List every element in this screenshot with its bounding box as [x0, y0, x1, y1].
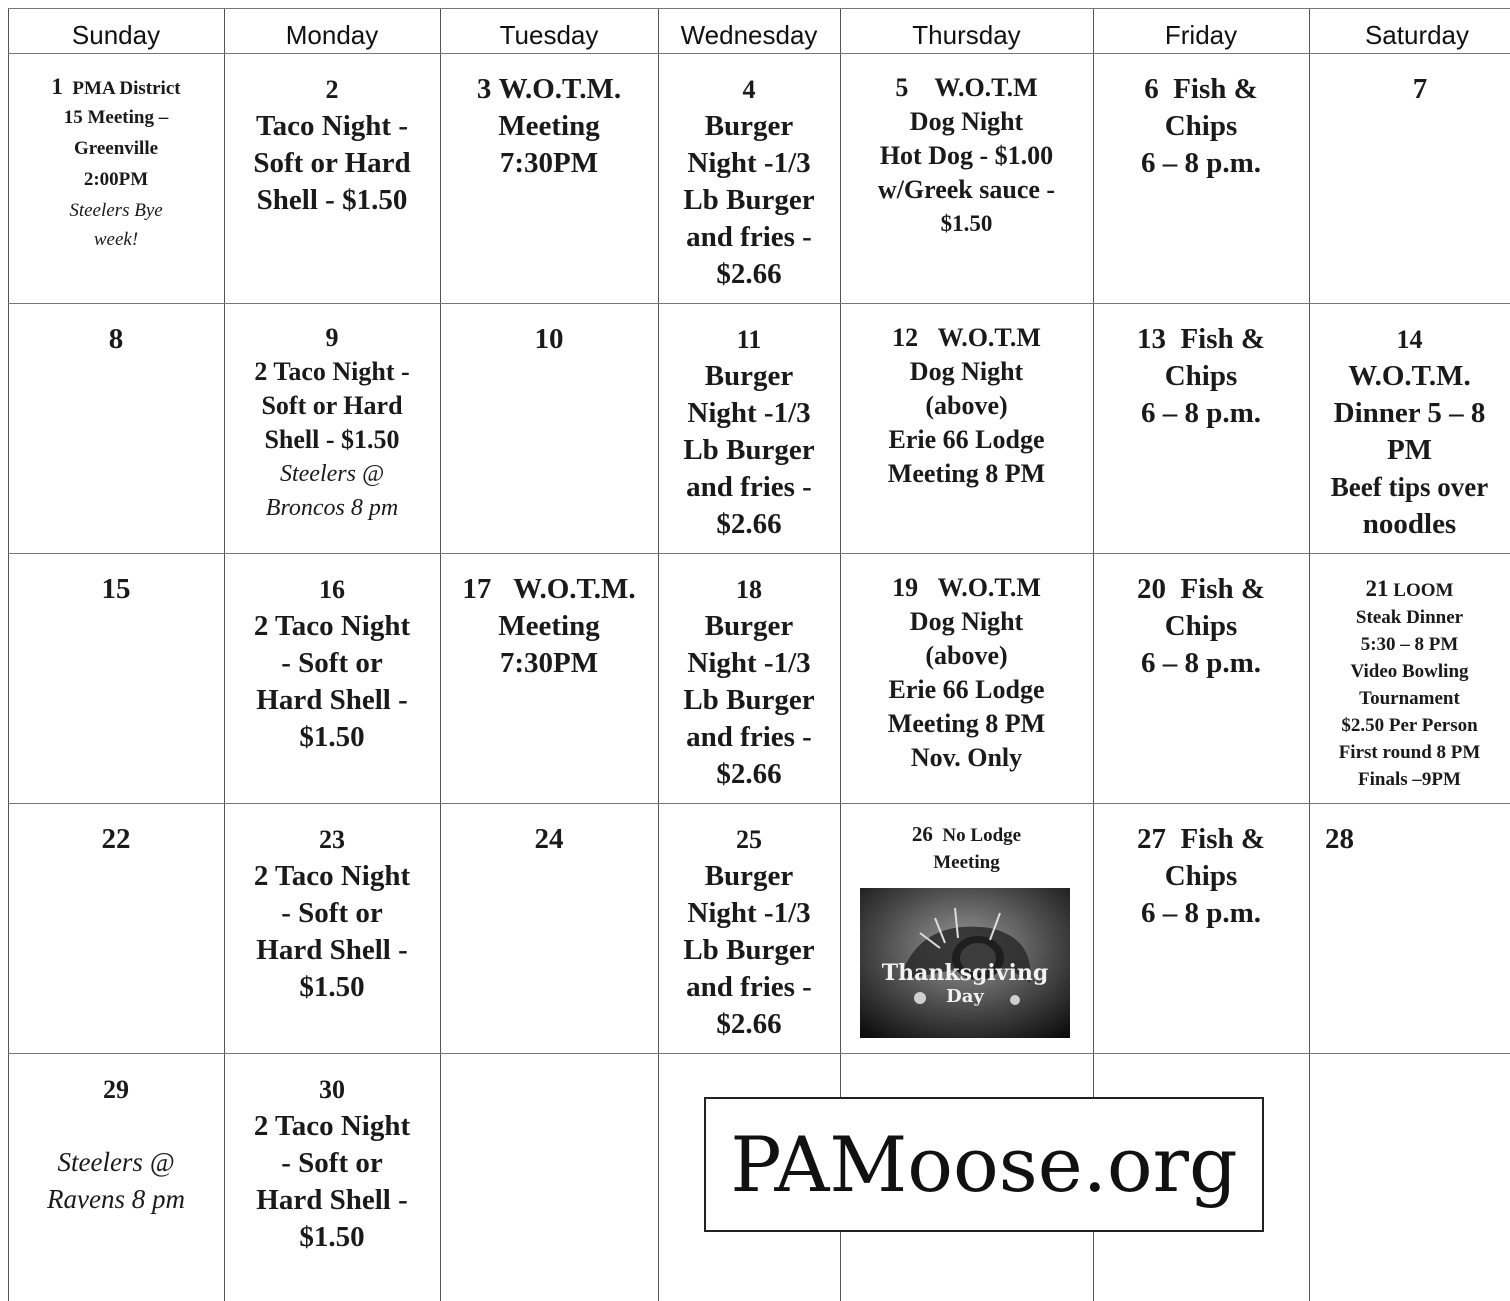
- event-line: LOOM: [1393, 580, 1454, 601]
- day-number: 25: [736, 825, 762, 854]
- thanksgiving-image-title: Thanksgiving: [881, 960, 1049, 986]
- day-cell: [224, 803, 440, 1053]
- day-cell: [8, 553, 224, 803]
- event-line: Night -1/3: [687, 647, 811, 679]
- event-line: Night -1/3: [687, 397, 811, 429]
- website-banner: [704, 1097, 1264, 1232]
- event-line: 7:30PM: [499, 647, 599, 679]
- event-line: W.O.T.M: [937, 323, 1041, 352]
- day-cell: [1093, 53, 1309, 303]
- weekday-header-sunday: Sunday: [71, 20, 161, 50]
- event-line: - Soft or: [281, 897, 383, 929]
- day-number: 16: [319, 575, 345, 604]
- day-number: 18: [736, 575, 762, 604]
- event-line: Soft or Hard: [261, 391, 403, 420]
- event-line: and fries -: [686, 221, 812, 253]
- day-cell: [224, 303, 440, 553]
- event-line: $2.66: [716, 758, 782, 790]
- day-number: 5: [895, 73, 909, 102]
- note-line: Steelers Bye: [69, 200, 163, 221]
- day-cell: [658, 53, 840, 303]
- day-cell: [840, 53, 1093, 303]
- day-cell: [8, 303, 224, 553]
- event-line: PM: [1386, 434, 1433, 466]
- event-line: Night -1/3: [687, 147, 811, 179]
- event-line: (above): [925, 391, 1008, 420]
- day-cell: [658, 803, 840, 1053]
- day-cell: [8, 803, 224, 1053]
- day-number: 7: [1412, 73, 1428, 105]
- event-line: Burger: [704, 110, 794, 142]
- event-line: $1.50: [299, 971, 365, 1003]
- day-cell: [1093, 553, 1309, 803]
- day-number: 22: [101, 823, 131, 855]
- event-line: Chips: [1164, 860, 1238, 892]
- event-line: No Lodge: [942, 825, 1022, 846]
- event-line: Meeting: [498, 110, 600, 142]
- day-number: 21: [1365, 576, 1389, 601]
- day-cell: [1309, 553, 1510, 790]
- day-cell: [840, 553, 1093, 803]
- event-line: w/Greek sauce -: [877, 175, 1056, 204]
- thanksgiving-image-subtitle: Day: [946, 986, 984, 1007]
- event-line: - Soft or: [281, 1147, 383, 1179]
- event-line: Dog Night: [909, 357, 1024, 386]
- day-number: 19: [892, 573, 919, 602]
- event-line: Greenville: [73, 138, 159, 159]
- event-line: W.O.T.M.: [498, 73, 622, 105]
- event-line: $1.50: [940, 211, 993, 236]
- event-line: Fish &: [1180, 323, 1266, 355]
- day-cell: [1093, 803, 1309, 1053]
- day-cell: [1309, 53, 1510, 303]
- note-line: Steelers @: [279, 461, 385, 487]
- day-cell: [840, 303, 1093, 553]
- event-line: Taco Night -: [256, 110, 408, 142]
- event-line: Erie 66 Lodge: [888, 425, 1045, 454]
- event-line: and fries -: [686, 721, 812, 753]
- event-line: 15 Meeting –: [63, 107, 169, 128]
- day-cell: [224, 1053, 440, 1301]
- event-line: Meeting: [933, 852, 1000, 873]
- event-line: Tournament: [1359, 688, 1460, 709]
- event-line: $2.66: [716, 258, 782, 290]
- day-number: 12: [892, 323, 919, 352]
- day-cell: [224, 553, 440, 803]
- event-line: 5:30 – 8 PM: [1360, 634, 1459, 655]
- event-line: $2.66: [716, 508, 782, 540]
- website-text: PAMoose.org: [730, 1120, 1238, 1209]
- day-number: 15: [101, 573, 131, 605]
- event-line: Beef tips over: [1330, 472, 1489, 502]
- event-line: W.O.T.M.: [513, 573, 636, 605]
- day-number: 30: [319, 1075, 345, 1104]
- day-number: 23: [319, 825, 345, 854]
- day-number: 17: [462, 573, 492, 605]
- event-line: Shell - $1.50: [264, 425, 400, 454]
- day-number: 11: [736, 325, 762, 354]
- event-line: Hard Shell -: [256, 684, 408, 716]
- day-number: 27: [1136, 823, 1166, 855]
- day-number: 13: [1136, 323, 1166, 355]
- day-number: 24: [534, 823, 564, 855]
- day-number: 26: [911, 822, 933, 846]
- event-line: 7:30PM: [499, 147, 599, 179]
- event-line: Chips: [1164, 110, 1238, 142]
- event-line: First round 8 PM: [1338, 742, 1481, 763]
- day-number: 8: [108, 323, 124, 355]
- thanksgiving-image: [860, 888, 1070, 1038]
- event-line: (above): [925, 641, 1008, 670]
- event-line: $2.66: [716, 1008, 782, 1040]
- event-line: 6 – 8 p.m.: [1140, 647, 1262, 679]
- event-line: Burger: [704, 610, 794, 642]
- weekday-header-saturday: Saturday: [1364, 20, 1470, 50]
- event-line: Shell - $1.50: [256, 184, 408, 216]
- day-number: 29: [103, 1075, 129, 1104]
- event-line: W.O.T.M.: [1348, 360, 1471, 392]
- event-line: Dog Night: [909, 607, 1024, 636]
- event-line: Burger: [704, 860, 794, 892]
- event-line: Lb Burger: [683, 684, 815, 716]
- event-line: Burger: [704, 360, 794, 392]
- event-line: Video Bowling: [1350, 661, 1469, 682]
- event-line: Meeting 8 PM: [887, 709, 1046, 738]
- event-line: $1.50: [299, 721, 365, 753]
- event-line: Lb Burger: [683, 434, 815, 466]
- weekday-header-monday: Monday: [285, 20, 379, 50]
- day-number: 2: [325, 75, 339, 104]
- day-cell: [658, 553, 840, 803]
- weekday-header-thursday: Thursday: [912, 20, 1021, 50]
- event-line: $2.50 Per Person: [1341, 715, 1478, 736]
- day-cell: [224, 53, 440, 303]
- event-line: $1.50: [299, 1221, 365, 1253]
- day-cell: [1309, 803, 1510, 1053]
- note-line: Ravens 8 pm: [47, 1184, 185, 1214]
- event-line: W.O.T.M: [934, 73, 1038, 102]
- day-number: 10: [534, 323, 564, 355]
- event-line: Fish &: [1180, 573, 1266, 605]
- event-line: Meeting 8 PM: [887, 459, 1046, 488]
- day-cell: [440, 303, 658, 553]
- day-number: 14: [1396, 325, 1423, 354]
- day-number: 4: [742, 75, 756, 104]
- event-line: Night -1/3: [687, 897, 811, 929]
- event-line: Dog Night: [909, 107, 1024, 136]
- day-cell: [1309, 303, 1510, 553]
- day-number: 20: [1136, 573, 1166, 605]
- day-cell: [8, 53, 224, 303]
- event-line: 6 – 8 p.m.: [1140, 147, 1262, 179]
- event-line: 2 Taco Night: [253, 1110, 411, 1142]
- note-line: Broncos 8 pm: [265, 495, 399, 521]
- event-line: Hot Dog - $1.00: [879, 141, 1054, 170]
- day-cell: [1093, 303, 1309, 553]
- event-line: 6 – 8 p.m.: [1140, 397, 1262, 429]
- event-line: noodles: [1362, 508, 1457, 540]
- event-line: Chips: [1164, 360, 1238, 392]
- event-line: Steak Dinner: [1355, 607, 1464, 628]
- day-cell: [440, 803, 658, 1053]
- weekday-header-tuesday: Tuesday: [499, 20, 599, 50]
- event-line: Dinner 5 – 8: [1333, 397, 1486, 429]
- day-cell: [440, 553, 658, 803]
- event-line: PMA District: [72, 78, 181, 99]
- event-line: Fish &: [1180, 823, 1266, 855]
- event-line: Erie 66 Lodge: [888, 675, 1045, 704]
- event-line: - Soft or: [281, 647, 383, 679]
- event-line: Soft or Hard: [253, 147, 411, 179]
- note-line: Steelers @: [57, 1147, 175, 1177]
- event-line: and fries -: [686, 971, 812, 1003]
- day-number: 6: [1144, 73, 1159, 105]
- event-line: 2 Taco Night: [253, 860, 411, 892]
- event-line: 2 Taco Night -: [254, 357, 410, 386]
- event-line: W.O.T.M: [937, 573, 1041, 602]
- event-line: Meeting: [498, 610, 600, 642]
- event-line: Hard Shell -: [256, 934, 408, 966]
- event-line: Nov. Only: [910, 743, 1023, 772]
- event-line: 6 – 8 p.m.: [1140, 897, 1262, 929]
- weekday-header-friday: Friday: [1164, 20, 1238, 50]
- event-line: Lb Burger: [683, 934, 815, 966]
- day-cell: [658, 303, 840, 553]
- day-cell: [440, 53, 658, 303]
- day-number: 9: [325, 323, 339, 352]
- note-line: week!: [93, 229, 139, 250]
- weekday-header-wednesday: Wednesday: [680, 20, 818, 50]
- day-cell: [8, 1053, 224, 1301]
- event-line: Finals –9PM: [1358, 769, 1461, 790]
- event-line: Chips: [1164, 610, 1238, 642]
- event-line: Lb Burger: [683, 184, 815, 216]
- event-line: Hard Shell -: [256, 1184, 408, 1216]
- event-line: Fish &: [1173, 73, 1258, 105]
- day-number: 3: [476, 73, 492, 105]
- event-line: and fries -: [686, 471, 812, 503]
- day-number: 1: [51, 74, 63, 99]
- event-line: 2:00PM: [83, 169, 149, 190]
- day-number: 28: [1325, 823, 1354, 855]
- event-line: 2 Taco Night: [253, 610, 411, 642]
